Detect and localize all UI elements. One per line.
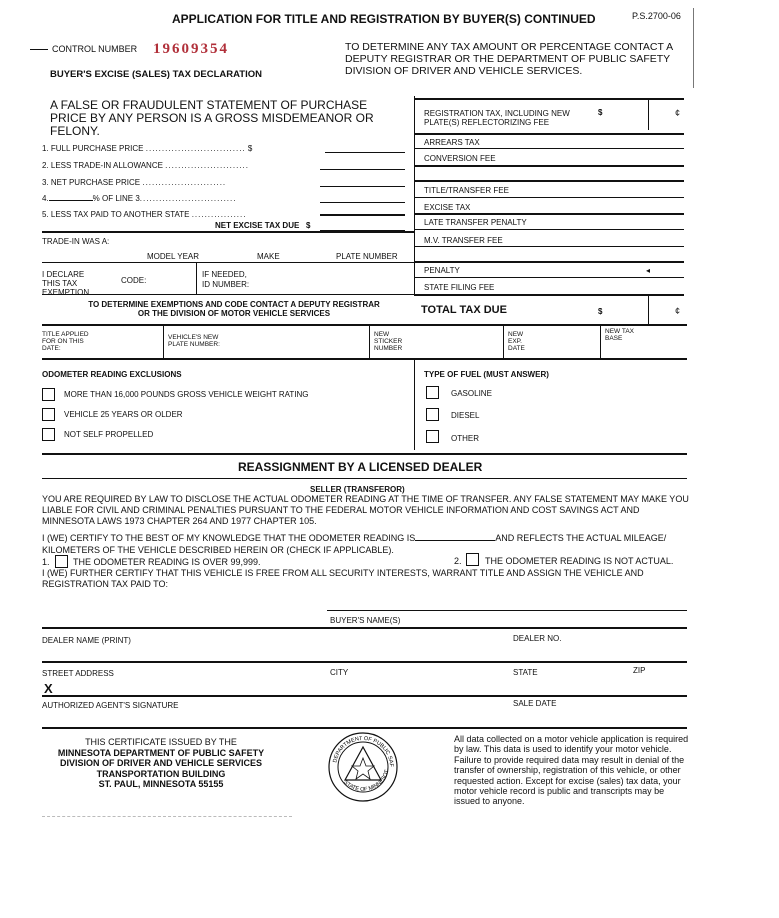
- title-transfer-fee-label: TITLE/TRANSFER FEE: [424, 186, 509, 195]
- arrears-tax-label: ARREARS TAX: [424, 138, 480, 147]
- penalty-label: PENALTY: [424, 266, 460, 275]
- certify-line: I (WE) CERTIFY TO THE BEST OF MY KNOWLEDGE THAT THE ODOMETER READING IS AND REFLECTS THE ACTUAL MILEAGE/: [42, 533, 667, 543]
- excise-tax-label: EXCISE TAX: [424, 203, 471, 212]
- net-excise-label: NET EXCISE TAX DUE $: [215, 221, 311, 230]
- svg-text:STATE OF MINNESOTA: STATE OF MINNESOT: [342, 769, 391, 793]
- control-number: 19609354: [153, 41, 229, 57]
- signature-label: AUTHORIZED AGENT'S SIGNATURE: [42, 701, 179, 710]
- total-tax-label: TOTAL TAX DUE: [421, 304, 507, 316]
- tax-contact-note: TO DETERMINE ANY TAX AMOUNT OR PERCENTAGE CONTACT A DEPUTY REGISTRAR OR THE DEPARTMENT OF PUBLIC SAFETY DIVISION OF DRIVER AND VEHICLE SERVICES.: [345, 41, 673, 77]
- registration-tax-label: REGISTRATION TAX, INCLUDING NEW PLATE(S) REFLECTORIZING FEE: [424, 109, 570, 127]
- exclusion-not-propelled-checkbox[interactable]: [42, 428, 55, 441]
- fuel-other-checkbox[interactable]: [426, 430, 439, 443]
- form-number: P.S.2700-06: [632, 11, 681, 21]
- privacy-notice: All data collected on a motor vehicle application is required by law. This data is used to identify your motor vehicle. Failure to provide required data may result in denial of the transfer of ownership, registration of this vehicle, or other requested action. Except for excise (sales) tax data, your motor vehicle record is public and transcripts may be issued to anyone.: [454, 734, 689, 807]
- line-2-label: 2. LESS TRADE-IN ALLOWANCE ..........................: [42, 161, 249, 170]
- reassignment-heading: REASSIGNMENT BY A LICENSED DEALER: [238, 460, 483, 474]
- tradein-label: TRADE-IN WAS A:: [42, 237, 110, 246]
- dealer-no-label: DEALER NO.: [513, 634, 562, 643]
- fuel-gasoline-checkbox[interactable]: [426, 386, 439, 399]
- signature-x: X: [44, 681, 53, 696]
- line-4-label: 4. % OF LINE 3..............................: [42, 194, 237, 203]
- line-3-label: 3. NET PURCHASE PRICE ..........................: [42, 178, 227, 187]
- state-filing-label: STATE FILING FEE: [424, 283, 495, 292]
- exemption-contact: TO DETERMINE EXEMPTIONS AND CODE CONTACT A DEPUTY REGISTRAR OR THE DIVISION OF MOTOR VEHICLE SERVICES: [88, 300, 380, 318]
- odometer-exclusions-heading: ODOMETER READING EXCLUSIONS: [42, 370, 182, 379]
- control-number-label: CONTROL NUMBER: [52, 44, 138, 54]
- fraud-warning: A FALSE OR FRAUDULENT STATEMENT OF PURCHASE PRICE BY ANY PERSON IS A GROSS MISDEMEANOR OR FELONY.: [50, 98, 374, 138]
- odometer-not-actual-checkbox[interactable]: [466, 553, 479, 566]
- form-title: APPLICATION FOR TITLE AND REGISTRATION BY BUYER(S) CONTINUED: [172, 12, 596, 26]
- city-label: CITY: [330, 668, 349, 677]
- exclusion-weight-checkbox[interactable]: [42, 388, 55, 401]
- svg-text:DEPARTMENT OF PUBLIC SAFETY: DEPARTMENT OF PUBLIC SAF: [332, 735, 395, 768]
- excise-heading: BUYER'S EXCISE (SALES) TAX DECLARATION: [50, 69, 262, 80]
- zip-label: ZIP: [633, 666, 646, 675]
- odometer-disclosure: YOU ARE REQUIRED BY LAW TO DISCLOSE THE ACTUAL ODOMETER READING AT THE TIME OF TRANSFER. ANY FALSE STATEMENT MAY MAKE YOU LIABLE FOR CIVIL AND CRIMINAL PENALTIES PURSUANT TO THE FEDERAL MOTOR VEHICLE INFORMATION AND COST SAVINGS ACT AND MINNESOTA LAWS 1973 CHAPTER 264 AND 1977 CHAPTER 105.: [42, 494, 689, 526]
- fuel-diesel-checkbox[interactable]: [426, 408, 439, 421]
- exemption-declare: I DECLARE THIS TAX EXEMPTION: [42, 270, 90, 297]
- line-5-label: 5. LESS TAX PAID TO ANOTHER STATE .................: [42, 210, 247, 219]
- dealer-name-label: DEALER NAME (PRINT): [42, 636, 131, 645]
- state-seal-icon: [326, 730, 400, 804]
- late-transfer-label: LATE TRANSFER PENALTY: [424, 218, 527, 227]
- further-certify: I (WE) FURTHER CERTIFY THAT THIS VEHICLE IS FREE FROM ALL SECURITY INTERESTS, WARRANT TITLE AND ASSIGN THE VEHICLE AND REGISTRATION TAX PAID TO:: [42, 568, 644, 589]
- issuer-block: THIS CERTIFICATE ISSUED BY THE MINNESOTA DEPARTMENT OF PUBLIC SAFETY DIVISION OF DRIVER AND VEHICLE SERVICES TRANSPORTATION BUILDING ST. PAUL, MINNESOTA 55155: [57, 737, 265, 789]
- line-1-label: 1. FULL PURCHASE PRICE ............................... $: [42, 144, 253, 153]
- odometer-over-checkbox[interactable]: [55, 555, 68, 568]
- exclusion-age-checkbox[interactable]: [42, 408, 55, 421]
- state-label: STATE: [513, 668, 538, 677]
- mv-transfer-label: M.V. TRANSFER FEE: [424, 236, 503, 245]
- fuel-heading: TYPE OF FUEL (MUST ANSWER): [424, 370, 549, 379]
- conversion-fee-label: CONVERSION FEE: [424, 154, 496, 163]
- sale-date-label: SALE DATE: [513, 699, 557, 708]
- street-label: STREET ADDRESS: [42, 669, 114, 678]
